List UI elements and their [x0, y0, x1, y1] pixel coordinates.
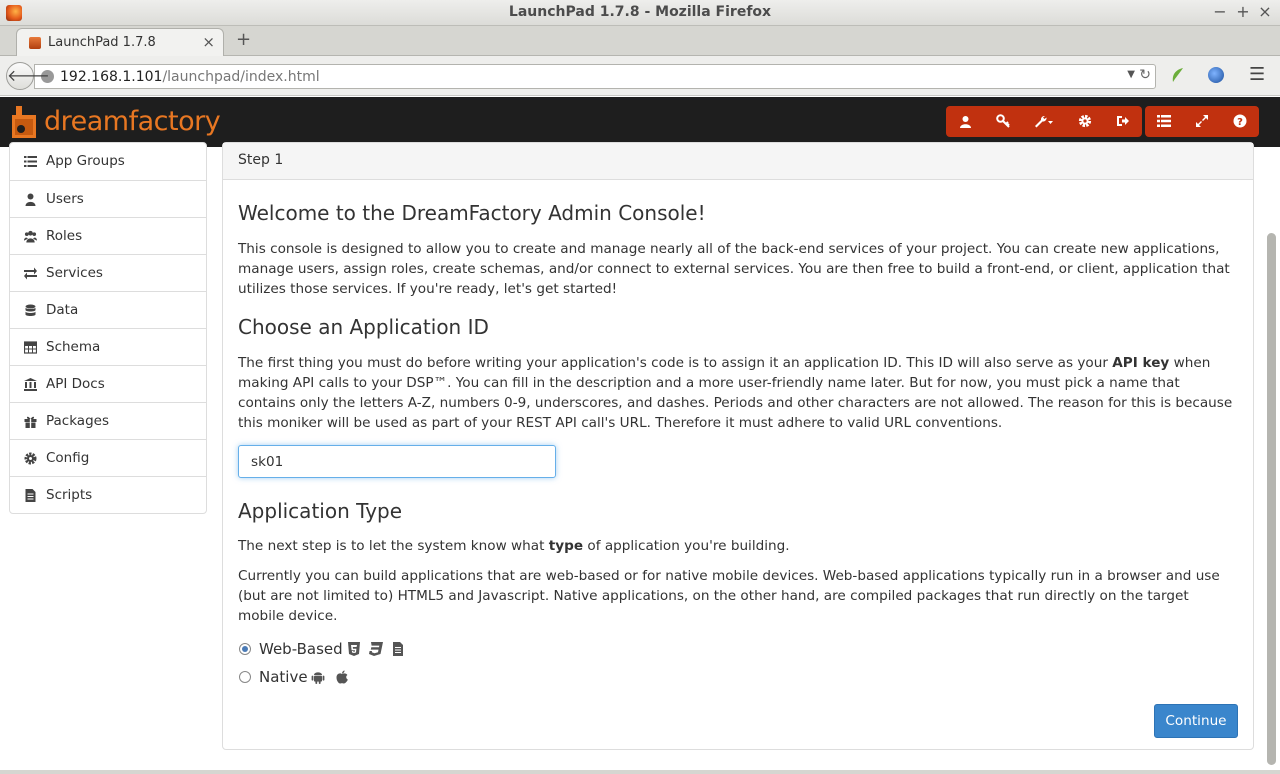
- user-icon[interactable]: [946, 106, 984, 137]
- favicon-icon: [29, 37, 41, 49]
- page-scrollbar-thumb[interactable]: [1267, 233, 1276, 765]
- file-icon: [24, 489, 37, 502]
- option-web-based[interactable]: [239, 639, 399, 659]
- css3-icon: [369, 642, 383, 656]
- appid-text-part2: when making API calls to your DSP™. You can fill in the description and a more user-friendly name later. But for now, you must pick a name that contains only the letters A-Z, numbers 0-9, underscores, and dashes. Periods and other characters are not allowed. The reason for this is because this moniker will be used as part of your REST API call's URL. Therefore it must adhere to valid URL conventions.: [238, 355, 1233, 431]
- sidebar-item-label: Services: [46, 265, 103, 281]
- sidebar-item-label: Data: [46, 302, 79, 318]
- url-host: 192.168.1.101: [60, 69, 163, 85]
- gear-icon[interactable]: [1066, 106, 1104, 137]
- web-based-label: Web-Based: [259, 640, 343, 658]
- back-arrow-icon: 🡐: [7, 66, 50, 85]
- sidebar-item-label: Users: [46, 191, 84, 207]
- user-icon: [24, 193, 37, 206]
- browser-tab[interactable]: [16, 28, 224, 57]
- wrench-dropdown-icon[interactable]: [1022, 106, 1066, 137]
- exchange-icon: [24, 267, 37, 280]
- type-text-part2: of application you're building.: [583, 538, 790, 554]
- app-type-title: Application Type: [238, 499, 403, 523]
- extension-icon[interactable]: [1208, 67, 1224, 83]
- sidebar-item-services[interactable]: [10, 254, 206, 291]
- list-icon: [24, 155, 37, 168]
- sidebar-item-api-docs[interactable]: [10, 365, 206, 402]
- url-path: /launchpad/index.html: [162, 69, 320, 85]
- database-icon: [24, 304, 37, 317]
- table-icon: [24, 341, 37, 354]
- native-label: Native: [259, 668, 308, 686]
- list-icon[interactable]: [1145, 106, 1183, 137]
- native-radio[interactable]: [239, 671, 251, 683]
- continue-button[interactable]: Continue: [1154, 704, 1238, 738]
- sidebar-item-label: Schema: [46, 339, 101, 355]
- hamburger-menu-icon[interactable]: ☰: [1249, 64, 1266, 85]
- apple-icon: [335, 670, 349, 684]
- url-text[interactable]: [60, 69, 320, 85]
- sidebar-item-scripts[interactable]: [10, 476, 206, 513]
- application-id-input[interactable]: [238, 445, 556, 478]
- sidebar-item-roles[interactable]: [10, 217, 206, 254]
- gift-icon: [24, 415, 37, 428]
- header-button-group-view: [1145, 106, 1259, 137]
- step-panel: [222, 142, 1254, 750]
- sidebar-item-config[interactable]: [10, 439, 206, 476]
- cog-icon: [24, 452, 37, 465]
- web-based-radio[interactable]: [239, 643, 251, 655]
- back-button[interactable]: [6, 62, 50, 90]
- type-emphasis: type: [548, 538, 584, 554]
- svg-text:?: ?: [1237, 117, 1243, 128]
- sidebar-item-packages[interactable]: [10, 402, 206, 439]
- help-icon[interactable]: [1221, 106, 1259, 137]
- sidebar-item-users[interactable]: [10, 180, 206, 217]
- window-titlebar: [0, 0, 1280, 26]
- maximize-button[interactable]: +: [1236, 2, 1250, 21]
- step-label: Step 1: [238, 152, 284, 168]
- android-icon: [311, 670, 325, 684]
- panel-heading: [223, 143, 1253, 180]
- tab-close-icon[interactable]: ×: [202, 33, 215, 51]
- url-bar[interactable]: [34, 64, 1156, 89]
- sidebar-item-data[interactable]: [10, 291, 206, 328]
- sidebar-item-label: App Groups: [46, 153, 125, 169]
- tab-strip: [0, 26, 1280, 56]
- type-text-part1: The next step is to let the system know what: [238, 538, 549, 554]
- leaf-extension-icon[interactable]: [1171, 67, 1185, 83]
- sidebar-item-schema[interactable]: [10, 328, 206, 365]
- app-type-text: [238, 536, 1233, 556]
- window-title: LaunchPad 1.7.8 - Mozilla Firefox: [508, 4, 772, 20]
- sidebar-item-app-groups[interactable]: [10, 143, 206, 180]
- html5-icon: [347, 642, 361, 656]
- app-type-description: Currently you can build applications that are web-based or for native mobile devices. Web-based applications typically run in a browser and use (but are not limited to) HTML5 and Javascript. Native applications, on the other hand, are compiled packages that run directly on the target mobile device.: [238, 568, 1220, 624]
- sidebar-item-label: Packages: [46, 413, 109, 429]
- url-dropdown-icon[interactable]: ▼: [1127, 69, 1135, 80]
- key-icon[interactable]: [984, 106, 1022, 137]
- sidebar-nav: [9, 142, 207, 514]
- file-text-icon: [391, 642, 405, 656]
- sidebar-item-label: API Docs: [46, 376, 105, 392]
- close-window-button[interactable]: ×: [1258, 2, 1272, 21]
- logo-mark-icon: [10, 106, 38, 138]
- sidebar-item-label: Roles: [46, 228, 83, 244]
- users-icon: [24, 230, 37, 243]
- window-bottom-edge: [0, 770, 1280, 774]
- minimize-button[interactable]: −: [1213, 2, 1227, 21]
- expand-icon[interactable]: [1183, 106, 1221, 137]
- appid-text-part1: The first thing you must do before writing your application's code is to assign it an application ID. This ID will also serve as your: [238, 355, 1113, 371]
- api-key-emphasis: API key: [1112, 355, 1170, 371]
- welcome-text: This console is designed to allow you to create and manage nearly all of the back-end services of your project. You can create new applications, manage users, assign roles, create schemas, and/or connect to external services. You are then free to build a front-end, or client, application that utilizes those services. If you're ready, let's get started!: [238, 241, 1230, 297]
- welcome-title: Welcome to the DreamFactory Admin Console!: [238, 201, 706, 225]
- header-button-group-main: [946, 106, 1142, 137]
- app-header: [0, 97, 1280, 147]
- option-native[interactable]: [239, 667, 359, 687]
- brand-wordmark: dreamfactory: [44, 106, 221, 137]
- tab-title: LaunchPad 1.7.8: [48, 35, 156, 50]
- bank-icon: [24, 378, 37, 391]
- navigation-bar: [0, 56, 1280, 96]
- reload-icon[interactable]: ↻: [1139, 67, 1151, 83]
- appid-text: [238, 353, 1233, 433]
- new-tab-button[interactable]: +: [236, 29, 252, 50]
- appid-title: Choose an Application ID: [238, 315, 489, 339]
- sign-out-icon[interactable]: [1104, 106, 1142, 137]
- sidebar-item-label: Scripts: [46, 487, 93, 503]
- sidebar-item-label: Config: [46, 450, 90, 466]
